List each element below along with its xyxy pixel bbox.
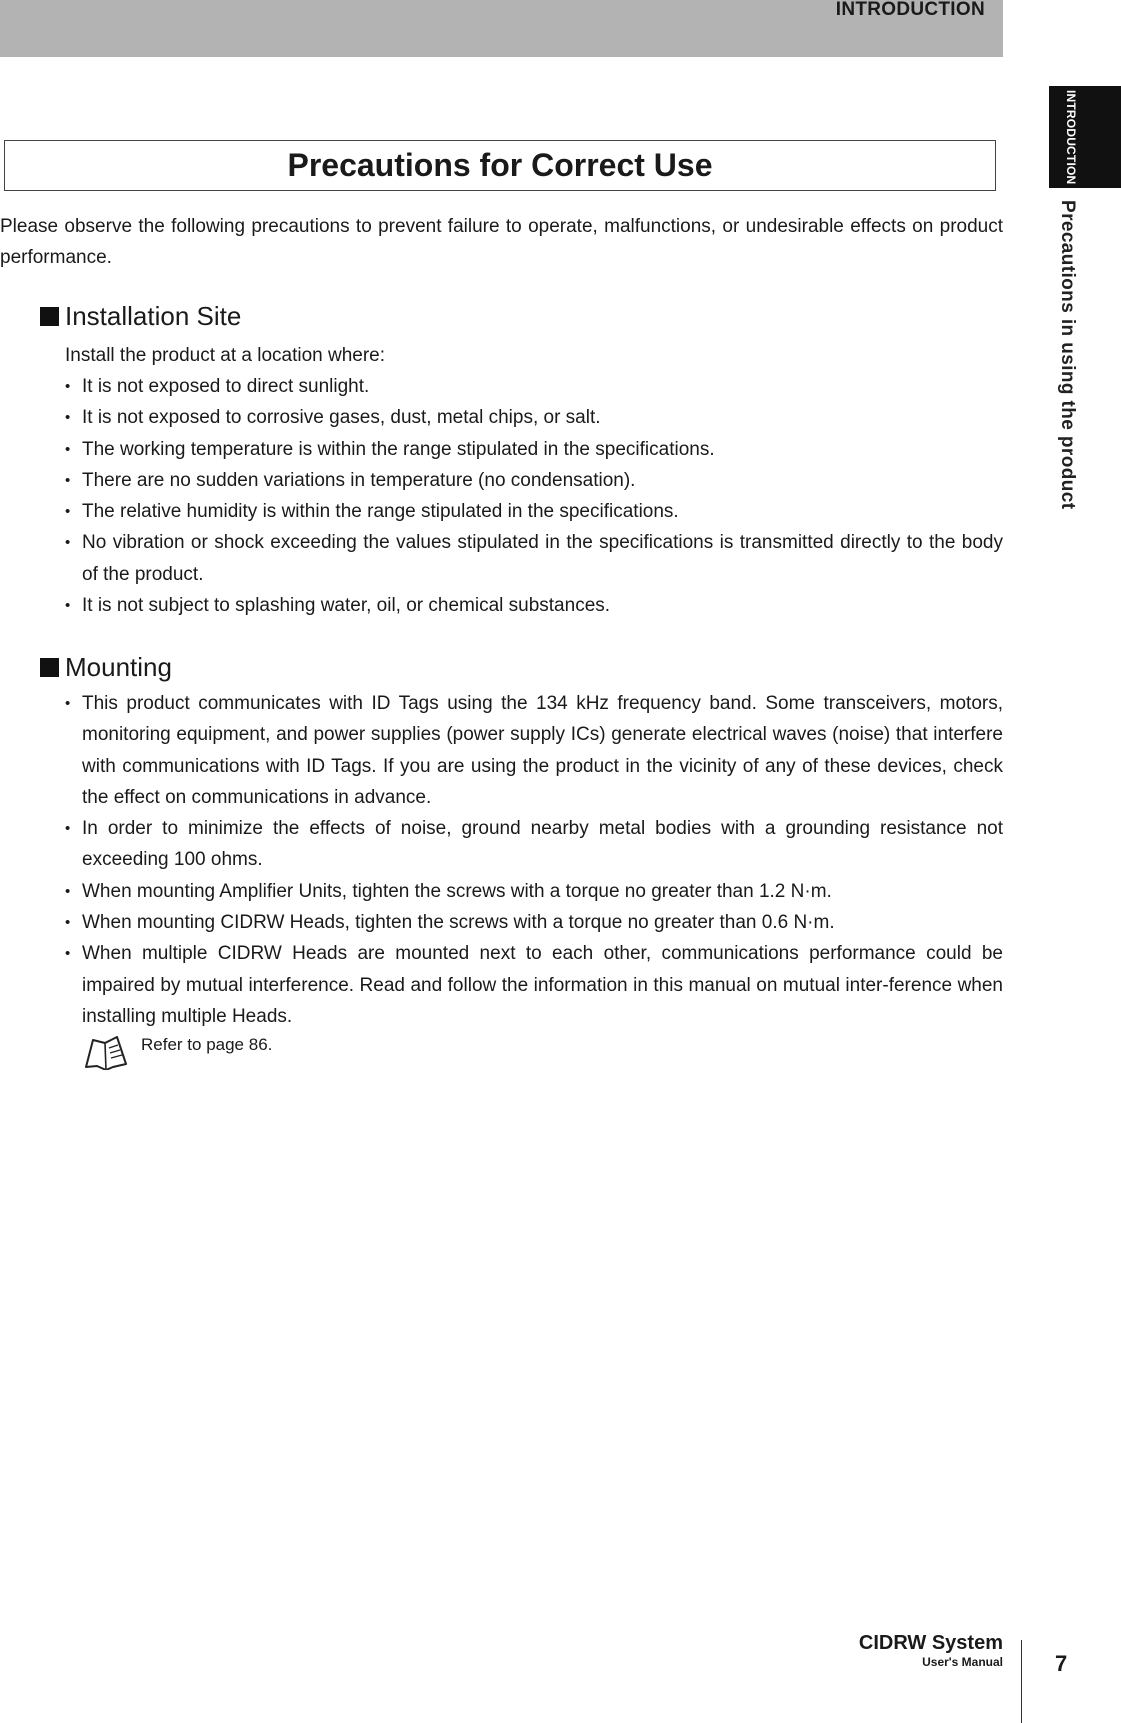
mounting-list	[65, 688, 1003, 1032]
list-item: • No vibration or shock exceeding the values stipulated in the specifications is transmitted directly to the body of the product.	[65, 527, 1003, 590]
header-bar	[0, 0, 1003, 57]
page-number: 7	[1055, 1651, 1068, 1676]
square-bullet-icon	[40, 307, 59, 326]
list-item: • When mounting Amplifier Units, tighten the screws with a torque no greater than 1.2 N·m.	[65, 876, 1003, 907]
installation-heading-text: Installation Site	[65, 301, 242, 331]
list-item: • It is not exposed to corrosive gases, dust, metal chips, or salt.	[65, 402, 1003, 433]
side-tab-label: INTRODUCTION	[1064, 90, 1078, 185]
page-title: Precautions for Correct Use	[287, 147, 713, 183]
footer-divider	[1021, 1640, 1022, 1723]
list-item: • When multiple CIDRW Heads are mounted next to each other, communications performance could be impaired by mutual interference. Read and follow the information in this manual on mutual inter-ference when installing multiple Heads.	[65, 938, 1003, 1032]
list-item: • It is not exposed to direct sunlight.	[65, 371, 1003, 402]
list-item: • This product communicates with ID Tags using the 134 kHz frequency band. Some transceivers, motors, monitoring equipment, and power supplies (power supply ICs) generate electrical waves (noise) that interfere with communications with ID Tags. If you are using the product in the vicinity of any of these devices, check the effect on communications in advance.	[65, 688, 1003, 813]
list-item: • There are no sudden variations in temperature (no condensation).	[65, 465, 1003, 496]
reference-text: Refer to page 86.	[141, 1035, 273, 1054]
mounting-heading	[40, 651, 172, 683]
title-box	[4, 140, 996, 191]
list-item: • It is not subject to splashing water, oil, or chemical substances.	[65, 590, 1003, 621]
mounting-heading-text: Mounting	[65, 652, 172, 682]
installation-lead: Install the product at a location where:	[65, 345, 386, 366]
page-reference	[83, 1034, 272, 1070]
list-item: • The working temperature is within the range stipulated in the specifications.	[65, 434, 1003, 465]
list-item: • In order to minimize the effects of noise, ground nearby metal bodies with a grounding resistance not exceeding 100 ohms.	[65, 813, 1003, 876]
installation-list	[65, 371, 1003, 621]
header-section-label: INTRODUCTION	[835, 0, 985, 20]
installation-heading	[40, 300, 241, 332]
footer-product-name: CIDRW System	[858, 1632, 1003, 1654]
side-section-title: Precautions in using the product	[1057, 200, 1078, 510]
square-bullet-icon	[40, 658, 59, 677]
list-item: • When mounting CIDRW Heads, tighten the screws with a torque no greater than 0.6 N·m.	[65, 907, 1003, 938]
intro-paragraph: Please observe the following precautions to prevent failure to operate, malfunctions, or undesirable effects on product performance.	[0, 216, 1003, 268]
footer-manual-label: User's Manual	[922, 1655, 1003, 1669]
side-tab	[1049, 86, 1121, 188]
book-reference-icon	[83, 1034, 129, 1070]
list-item: • The relative humidity is within the range stipulated in the specifications.	[65, 496, 1003, 527]
